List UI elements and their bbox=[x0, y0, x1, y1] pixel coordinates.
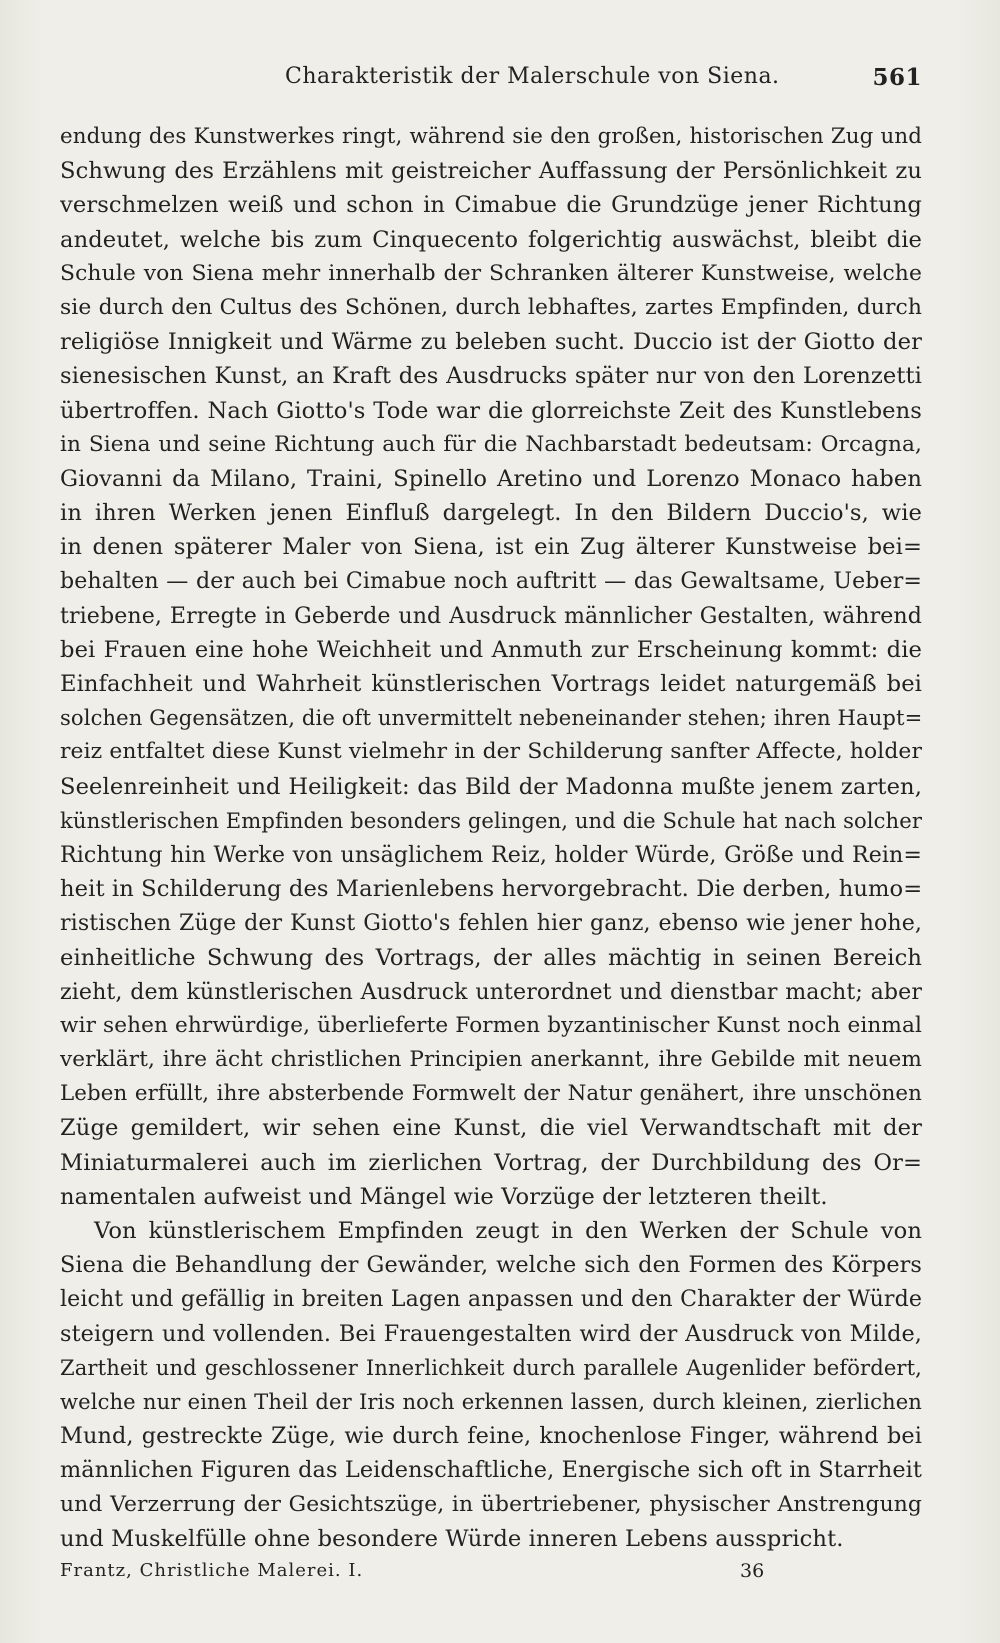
running-title: Charakteristik der Malerschule von Siena. bbox=[285, 64, 780, 89]
text-line: reiz entfaltet diese Kunst vielmehr in der Schilderung sanfter Affecte, holder bbox=[60, 739, 922, 765]
text-line: behalten — der auch bei Cimabue noch auftritt — das Gewaltsame, Ueber= bbox=[60, 568, 922, 595]
text-line: künstlerischen Empfinden besonders gelingen, und die Schule hat nach solcher bbox=[60, 807, 922, 833]
text-line: sienesischen Kunst, an Kraft des Ausdrucks später nur von den Lorenzetti bbox=[60, 363, 922, 390]
text-line: Siena die Behandlung der Gewänder, welche sich den Formen des Körpers bbox=[60, 1252, 922, 1279]
text-line: in ihren Werken jenen Einfluß dargelegt. In den Bildern Duccio's, wie bbox=[60, 500, 922, 527]
text-line: Züge gemildert, wir sehen eine Kunst, die viel Verwandtschaft mit der bbox=[60, 1115, 922, 1142]
text-line: verschmelzen weiß und schon in Cimabue die Grundzüge jener Richtung bbox=[60, 192, 922, 219]
text-line: Zartheit und geschlossener Innerlichkeit durch parallele Augenlider befördert, bbox=[60, 1354, 922, 1380]
page-number: 561 bbox=[872, 64, 922, 91]
text-line: übertroffen. Nach Giotto's Tode war die glorreichste Zeit des Kunstlebens bbox=[60, 397, 922, 424]
text-line: heit in Schilderung des Marienlebens hervorgebracht. Die derben, humo= bbox=[60, 876, 922, 903]
text-line: ristischen Züge der Kunst Giotto's fehlen hier ganz, ebenso wie jener hohe, bbox=[60, 910, 922, 937]
text-line: in Siena und seine Richtung auch für die Nachbarstadt bedeutsam: Orcagna, bbox=[60, 431, 922, 457]
text-line: und Muskelfülle ohne besondere Würde inneren Lebens ausspricht. bbox=[60, 1525, 844, 1552]
text-line: Leben erfüllt, ihre absterbende Formwelt der Natur genähert, ihre unschönen bbox=[60, 1081, 922, 1107]
text-line: Mund, gestreckte Züge, wie durch feine, knochenlose Finger, während bei bbox=[60, 1423, 922, 1450]
text-line: andeutet, welche bis zum Cinquecento folgerichtig auswächst, bleibt die bbox=[60, 226, 922, 253]
text-line: in denen späterer Maler von Siena, ist ein Zug älterer Kunstweise bei= bbox=[60, 534, 922, 561]
body-text bbox=[60, 120, 922, 1556]
text-line: Seelenreinheit und Heiligkeit: das Bild der Madonna mußte jenem zarten, bbox=[60, 773, 922, 800]
text-line: Von künstlerischem Empfinden zeugt in den Werken der Schule von bbox=[94, 1218, 922, 1244]
text-line: endung des Kunstwerkes ringt, während sie den großen, historischen Zug und bbox=[60, 124, 922, 149]
text-line: solchen Gegensätzen, die oft unvermittelt nebeneinander stehen; ihren Haupt= bbox=[60, 705, 922, 731]
text-line: Giovanni da Milano, Traini, Spinello Aretino und Lorenzo Monaco haben bbox=[60, 465, 922, 492]
text-line: wir sehen ehrwürdige, überlieferte Formen byzantinischer Kunst noch einmal bbox=[60, 1012, 922, 1038]
text-line: einheitliche Schwung des Vortrags, der alles mächtig in seinen Bereich bbox=[60, 944, 922, 971]
text-line: zieht, dem künstlerischen Ausdruck unterordnet und dienstbar macht; aber bbox=[60, 978, 922, 1005]
text-line: namentalen aufweist und Mängel wie Vorzüge der letzteren theilt. bbox=[60, 1183, 828, 1210]
text-line: welche nur einen Theil der Iris noch erkennen lassen, durch kleinen, zierlichen bbox=[60, 1388, 922, 1414]
text-line: und Verzerrung der Gesichtszüge, in übertriebener, physischer Anstrengung bbox=[60, 1491, 922, 1517]
text-line: verklärt, ihre ächt christlichen Principien anerkannt, ihre Gebilde mit neuem bbox=[60, 1047, 922, 1073]
printer-signature: Frantz, Christliche Malerei. I. bbox=[60, 1560, 364, 1581]
sheet-number: 36 bbox=[740, 1560, 765, 1582]
page-footer bbox=[60, 1560, 922, 1590]
page-header bbox=[60, 64, 922, 98]
text-line: triebene, Erregte in Geberde und Ausdruck männlicher Gestalten, während bbox=[60, 602, 922, 629]
text-line: sie durch den Cultus des Schönen, durch lebhaftes, zartes Empfinden, durch bbox=[60, 294, 922, 320]
text-line: leicht und gefällig in breiten Lagen anpassen und den Charakter der Würde bbox=[60, 1286, 922, 1313]
text-line: männlichen Figuren das Leidenschaftliche, Energische sich oft in Starrheit bbox=[60, 1457, 922, 1484]
text-line: Richtung hin Werke von unsäglichem Reiz, holder Würde, Größe und Rein= bbox=[60, 841, 922, 868]
text-line: Schwung des Erzählens mit geistreicher Auffassung der Persönlichkeit zu bbox=[60, 158, 922, 185]
text-line: religiöse Innigkeit und Wärme zu beleben sucht. Duccio ist der Giotto der bbox=[60, 329, 922, 356]
text-line: Schule von Siena mehr innerhalb der Schranken älterer Kunstweise, welche bbox=[60, 260, 922, 286]
text-line: steigern und vollenden. Bei Frauengestalten wird der Ausdruck von Milde, bbox=[60, 1320, 922, 1347]
text-line: Einfachheit und Wahrheit künstlerischen Vortrags leidet naturgemäß bei bbox=[60, 671, 922, 697]
text-line: bei Frauen eine hohe Weichheit und Anmuth zur Erscheinung kommt: die bbox=[60, 636, 922, 663]
text-line: Miniaturmalerei auch im zierlichen Vortrag, der Durchbildung des Or= bbox=[60, 1149, 922, 1176]
